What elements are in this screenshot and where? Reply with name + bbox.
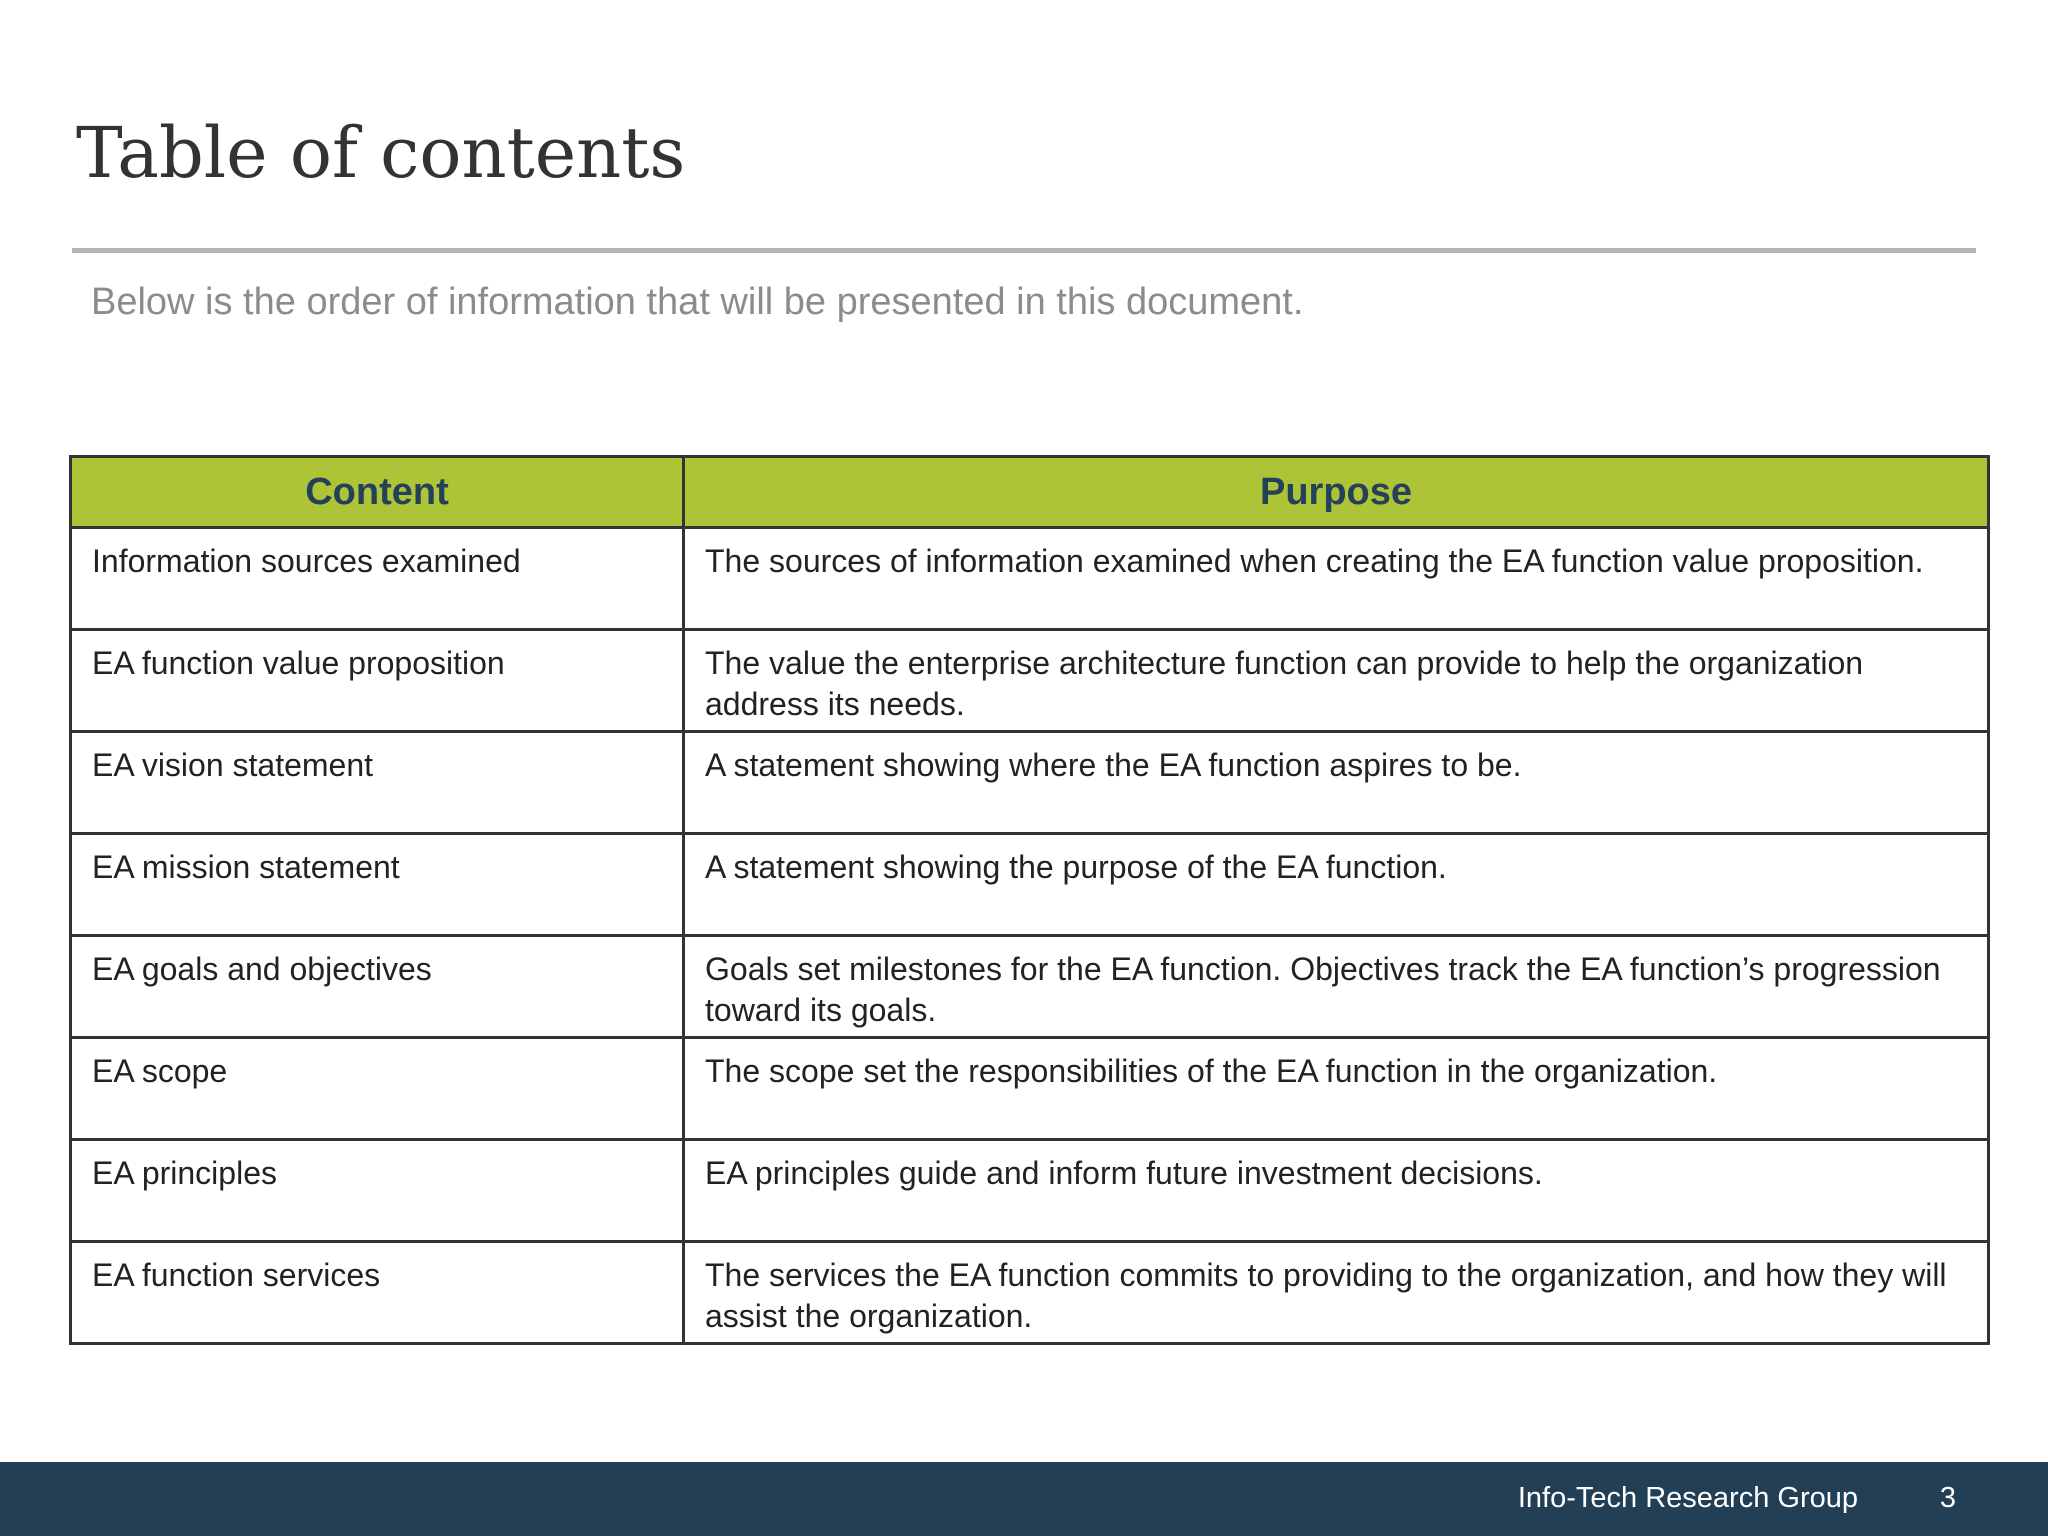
page-title: Table of contents — [76, 112, 686, 194]
purpose-cell: The sources of information examined when creating the EA function value proposition. — [684, 528, 1989, 630]
table-header-row — [71, 457, 1989, 528]
content-cell: EA mission statement — [71, 834, 684, 936]
content-cell: EA function value proposition — [71, 630, 684, 732]
table-row — [71, 528, 1989, 630]
table-row — [71, 1242, 1989, 1344]
content-cell: EA goals and objectives — [71, 936, 684, 1038]
page-number: 3 — [1939, 1482, 1956, 1514]
purpose-cell: EA principles guide and inform future investment decisions. — [684, 1140, 1989, 1242]
purpose-cell: The scope set the responsibilities of the EA function in the organization. — [684, 1038, 1989, 1140]
contents-table — [69, 455, 1990, 1345]
content-cell: EA principles — [71, 1140, 684, 1242]
table-row — [71, 1038, 1989, 1140]
content-cell: EA function services — [71, 1242, 684, 1344]
purpose-cell: A statement showing the purpose of the EA function. — [684, 834, 1989, 936]
purpose-cell: Goals set milestones for the EA function. Objectives track the EA function’s progression toward its goals. — [684, 936, 1989, 1038]
column-header-content: Content — [71, 457, 684, 528]
page-subtitle: Below is the order of information that will be presented in this document. — [91, 281, 1304, 323]
table-row — [71, 1140, 1989, 1242]
purpose-cell: The services the EA function commits to providing to the organization, and how they will assist the organization. — [684, 1242, 1989, 1344]
purpose-cell: A statement showing where the EA function aspires to be. — [684, 732, 1989, 834]
content-cell: EA scope — [71, 1038, 684, 1140]
content-cell: EA vision statement — [71, 732, 684, 834]
footer-organization: Info-Tech Research Group — [1517, 1482, 1858, 1514]
table-row — [71, 732, 1989, 834]
content-cell: Information sources examined — [71, 528, 684, 630]
table-row — [71, 630, 1989, 732]
purpose-cell: The value the enterprise architecture function can provide to help the organization address its needs. — [684, 630, 1989, 732]
footer-bar — [0, 1462, 2048, 1536]
title-divider — [72, 248, 1976, 253]
table-row — [71, 936, 1989, 1038]
column-header-purpose: Purpose — [684, 457, 1989, 528]
table-row — [71, 834, 1989, 936]
